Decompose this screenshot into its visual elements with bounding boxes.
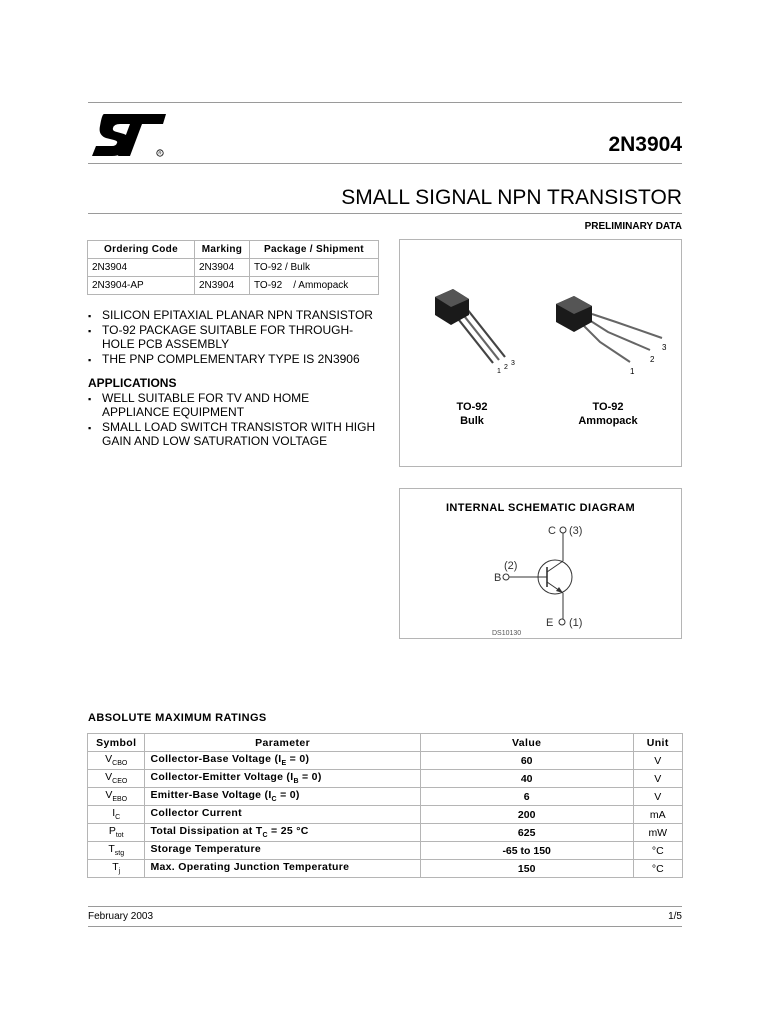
package: TO-92 / Ammopack bbox=[250, 277, 379, 295]
parameter-text: Emitter-Base Voltage (I bbox=[150, 789, 272, 802]
base-pin: (2) bbox=[504, 560, 518, 572]
ratings-table bbox=[87, 733, 683, 878]
st-logo-icon bbox=[90, 110, 170, 160]
unit: V bbox=[633, 770, 682, 788]
title-rule bbox=[88, 213, 682, 214]
page-number: 1/5 bbox=[668, 911, 682, 922]
value: 200 bbox=[420, 806, 633, 824]
symbol-main: V bbox=[105, 753, 113, 766]
emitter-pin: (1) bbox=[569, 617, 583, 629]
header-ordering-code: Ordering Code bbox=[88, 241, 195, 259]
parameter-tail: = 0) bbox=[298, 771, 322, 784]
symbol bbox=[88, 860, 145, 878]
top-rule bbox=[88, 102, 682, 103]
symbol bbox=[88, 788, 145, 806]
pin-label: 3 bbox=[662, 343, 667, 352]
package-variant: Ammopack bbox=[578, 415, 638, 427]
parameter bbox=[145, 788, 420, 806]
value: 40 bbox=[420, 770, 633, 788]
table-row bbox=[88, 259, 379, 277]
parameter-text: Max. Operating Junction Temperature bbox=[150, 861, 350, 874]
to92-bulk-icon bbox=[425, 285, 525, 375]
symbol bbox=[88, 842, 145, 860]
symbol-main: V bbox=[105, 771, 113, 784]
header-package: Package / Shipment bbox=[250, 241, 379, 259]
parameter-text: Collector-Emitter Voltage (I bbox=[150, 771, 294, 784]
symbol bbox=[88, 824, 145, 842]
marking: 2N3904 bbox=[195, 277, 250, 295]
unit: V bbox=[633, 752, 682, 770]
package: TO-92 / Bulk bbox=[250, 259, 379, 277]
symbol bbox=[88, 752, 145, 770]
pin-label: 1 bbox=[497, 368, 501, 375]
parameter bbox=[145, 842, 420, 860]
pin-label: 2 bbox=[650, 355, 655, 364]
bottom-rule bbox=[88, 926, 682, 927]
symbol-main: T bbox=[112, 861, 119, 874]
symbol-subscript: j bbox=[118, 868, 121, 876]
symbol bbox=[88, 770, 145, 788]
symbol-subscript: CBO bbox=[112, 760, 128, 768]
header-unit: Unit bbox=[633, 734, 682, 752]
emitter-label: E bbox=[546, 617, 554, 629]
parameter-text: Storage Temperature bbox=[150, 843, 262, 856]
package-figure bbox=[399, 239, 682, 467]
parameter bbox=[145, 806, 420, 824]
parameter-tail: = 0) bbox=[286, 753, 310, 766]
to92-ammopack-icon bbox=[550, 290, 675, 380]
svg-text:R: R bbox=[158, 150, 162, 156]
header-value: Value bbox=[420, 734, 633, 752]
parameter-text: Collector Current bbox=[150, 807, 242, 820]
list-item: ▪ SMALL LOAD SWITCH TRANSISTOR WITH HIGH GAIN AND LOW SATURATION VOLTAGE bbox=[88, 420, 378, 449]
feature-list bbox=[88, 308, 378, 366]
applications-heading: APPLICATIONS bbox=[88, 376, 177, 390]
symbol-subscript: CEO bbox=[112, 778, 128, 786]
value: -65 to 150 bbox=[420, 842, 633, 860]
marking: 2N3904 bbox=[195, 259, 250, 277]
schematic-title: INTERNAL SCHEMATIC DIAGRAM bbox=[445, 502, 636, 514]
parameter-subscript: C bbox=[271, 796, 277, 804]
features-section bbox=[88, 308, 378, 449]
ordering-code: 2N3904 bbox=[88, 259, 195, 277]
parameter bbox=[145, 860, 420, 878]
header-rule bbox=[88, 163, 682, 164]
table-row bbox=[88, 842, 683, 860]
unit: °C bbox=[633, 860, 682, 878]
parameter-tail: = 0) bbox=[276, 789, 300, 802]
document-title: SMALL SIGNAL NPN TRANSISTOR bbox=[341, 186, 682, 209]
schematic-code: DS10130 bbox=[492, 630, 522, 637]
st-logo bbox=[90, 110, 170, 160]
data-status: PRELIMINARY DATA bbox=[584, 221, 682, 232]
collector-pin: (3) bbox=[569, 525, 583, 537]
symbol-subscript: C bbox=[115, 814, 121, 822]
parameter-subscript: B bbox=[293, 778, 299, 786]
value: 6 bbox=[420, 788, 633, 806]
ordering-table bbox=[87, 240, 379, 295]
table-row bbox=[88, 824, 683, 842]
header-symbol: Symbol bbox=[88, 734, 145, 752]
table-row bbox=[88, 788, 683, 806]
symbol bbox=[88, 806, 145, 824]
table-header-row bbox=[88, 734, 683, 752]
list-item: ▪ TO-92 PACKAGE SUITABLE FOR THROUGH-HOLE PCB ASSEMBLY bbox=[88, 323, 378, 352]
list-item: ▪ WELL SUITABLE FOR TV AND HOME APPLIANCE EQUIPMENT bbox=[88, 391, 378, 420]
footer-date: February 2003 bbox=[88, 911, 154, 922]
part-number: 2N3904 bbox=[608, 133, 682, 156]
parameter-subscript: C bbox=[262, 832, 268, 840]
ordering-code: 2N3904-AP bbox=[88, 277, 195, 295]
unit: V bbox=[633, 788, 682, 806]
npn-transistor-icon bbox=[400, 489, 681, 638]
parameter bbox=[145, 824, 420, 842]
applications-list bbox=[88, 391, 378, 449]
parameter bbox=[145, 752, 420, 770]
schematic-figure bbox=[399, 488, 682, 639]
parameter-subscript: E bbox=[281, 760, 287, 768]
symbol-subscript: tot bbox=[115, 832, 124, 840]
header-marking: Marking bbox=[195, 241, 250, 259]
package-name: TO-92 bbox=[592, 401, 624, 413]
footer-rule bbox=[88, 906, 682, 907]
parameter-text: Total Dissipation at T bbox=[150, 825, 263, 838]
pin-label: 2 bbox=[504, 364, 508, 371]
list-item: ▪ THE PNP COMPLEMENTARY TYPE IS 2N3906 bbox=[88, 352, 378, 367]
pin-label: 1 bbox=[630, 367, 635, 376]
package-name: TO-92 bbox=[456, 401, 488, 413]
unit: °C bbox=[633, 842, 682, 860]
symbol-main: P bbox=[108, 825, 116, 838]
unit: mW bbox=[633, 824, 682, 842]
package-caption-bulk bbox=[442, 400, 502, 428]
table-row bbox=[88, 752, 683, 770]
symbol-main: V bbox=[105, 789, 113, 802]
list-item: ▪ SILICON EPITAXIAL PLANAR NPN TRANSISTOR bbox=[88, 308, 378, 323]
table-row bbox=[88, 806, 683, 824]
unit: mA bbox=[633, 806, 682, 824]
table-header-row bbox=[88, 241, 379, 259]
package-variant: Bulk bbox=[460, 415, 484, 427]
collector-label: C bbox=[548, 525, 556, 537]
base-label: B bbox=[494, 572, 502, 584]
ratings-title: ABSOLUTE MAXIMUM RATINGS bbox=[88, 712, 267, 724]
parameter bbox=[145, 770, 420, 788]
pin-label: 3 bbox=[511, 360, 515, 367]
value: 625 bbox=[420, 824, 633, 842]
symbol-main: T bbox=[108, 843, 115, 856]
parameter-text: Collector-Base Voltage (I bbox=[150, 753, 282, 766]
symbol-subscript: stg bbox=[114, 850, 125, 858]
value: 150 bbox=[420, 860, 633, 878]
value: 60 bbox=[420, 752, 633, 770]
parameter-tail: = 25 °C bbox=[267, 825, 309, 838]
table-row bbox=[88, 770, 683, 788]
symbol-main: I bbox=[112, 807, 116, 820]
table-row bbox=[88, 860, 683, 878]
symbol-subscript: EBO bbox=[112, 796, 128, 804]
table-row bbox=[88, 277, 379, 295]
package-caption-ammopack bbox=[568, 400, 648, 428]
header-parameter: Parameter bbox=[145, 734, 420, 752]
